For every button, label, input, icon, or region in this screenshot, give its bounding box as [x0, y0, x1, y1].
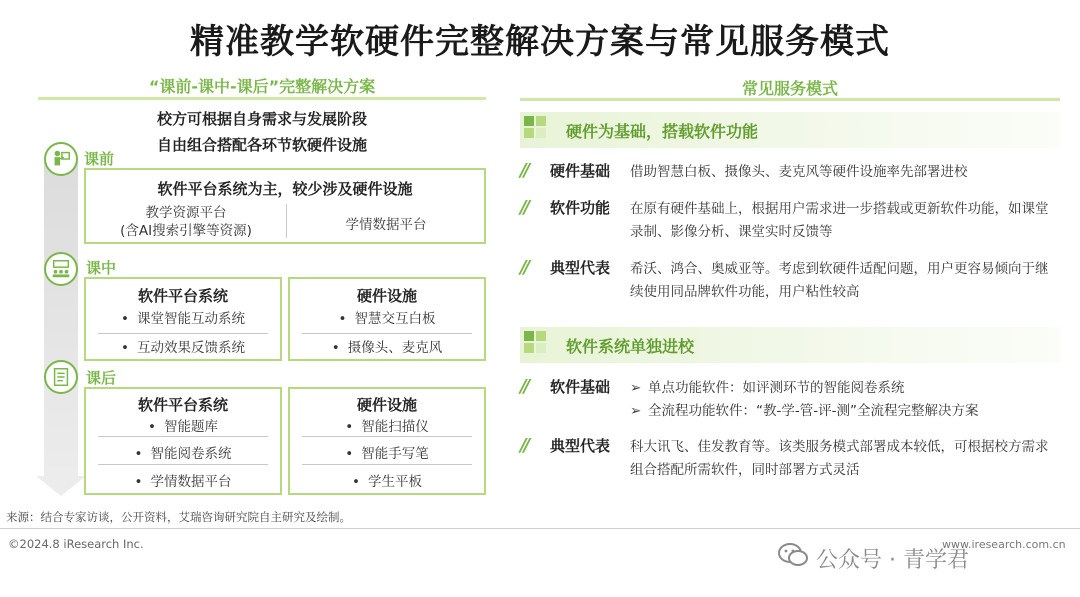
intro-line: 自由组合搭配各环节软硬件设施	[156, 136, 367, 154]
in-software-title: 软件平台系统	[137, 287, 228, 305]
chevron-right-icon: ➢	[630, 403, 642, 419]
service-row	[520, 433, 1060, 481]
bullet-icon: •	[352, 474, 360, 490]
list-item	[86, 336, 280, 356]
green-squares-icon	[520, 112, 556, 148]
pre-box-title: 软件平台系统为主，较少涉及硬件设施	[157, 180, 413, 198]
wechat-watermark	[778, 542, 969, 574]
list-item	[86, 470, 280, 490]
left-header-underline	[38, 97, 486, 100]
bullet-icon: •	[134, 446, 143, 462]
list-item	[290, 307, 484, 327]
service-row	[520, 195, 1060, 243]
post-software-title: 软件平台系统	[137, 396, 228, 414]
slash-icon: //	[520, 376, 528, 397]
list-item	[630, 377, 1060, 400]
copyright: ©2024.8 iResearch Inc.	[8, 537, 144, 551]
page-title: 精准教学软硬件完整解决方案与常见服务模式	[190, 22, 890, 62]
divider	[302, 436, 472, 437]
row-text: 借助智慧白板、摄像头、麦克风等硬件设施率先部署进校	[630, 164, 968, 180]
row-text: 希沃、鸿合、奥威亚等。考虑到软硬件适配问题，用户更容易倾向于继续使用同品牌软件功能，用户粘性较高	[630, 261, 1049, 300]
divider	[98, 333, 268, 334]
list-item-text: 智慧交互白板	[354, 311, 436, 327]
list-item-text: 智能扫描仪	[361, 419, 429, 435]
phase-label-post: 课后	[86, 369, 117, 387]
footer-divider	[0, 528, 1080, 529]
bullet-icon: •	[134, 474, 143, 490]
list-item-text: 互动效果反馈系统	[136, 340, 245, 356]
bullet-icon: •	[148, 419, 156, 435]
list-item	[86, 307, 280, 327]
phase-label-pre: 课前	[84, 150, 115, 168]
service-row	[520, 374, 1060, 422]
timeline-arrow-shaft	[44, 162, 78, 478]
list-item	[86, 442, 280, 462]
row-label: 软件基础	[550, 378, 611, 396]
row-label: 典型代表	[550, 437, 611, 455]
list-item-text: 课堂智能互动系统	[136, 311, 245, 327]
list-item	[630, 400, 1060, 423]
wechat-account-name: 公众号 · 青学君	[816, 547, 969, 573]
list-item	[86, 415, 280, 435]
list-item	[290, 415, 484, 435]
source-note: 来源：结合专家访谈，公开资料，艾瑞咨询研究院自主研究及绘制。	[6, 510, 351, 524]
list-item	[290, 470, 484, 490]
bullet-icon: •	[345, 446, 354, 462]
site-url: www.iresearch.com.cn	[942, 538, 1066, 551]
teacher-icon	[44, 142, 78, 176]
classroom-icon	[44, 252, 78, 286]
service-row	[520, 255, 1060, 303]
bullet-list	[630, 377, 1060, 423]
section-title: 硬件为基础，搭载软件功能	[566, 122, 759, 141]
list-item	[290, 442, 484, 462]
row-label: 典型代表	[550, 259, 611, 277]
divider	[302, 333, 472, 334]
list-item	[290, 336, 484, 356]
in-hardware-title: 硬件设施	[356, 287, 417, 305]
timeline-arrow-head	[36, 476, 86, 496]
divider	[302, 464, 472, 465]
slash-icon: //	[520, 257, 528, 278]
row-label: 软件功能	[550, 199, 611, 217]
bullet-icon: •	[345, 419, 354, 435]
intro-line: 校方可根据自身需求与发展阶段	[156, 110, 367, 128]
list-item-text: 智能手写笔	[361, 446, 429, 462]
green-squares-icon	[520, 327, 556, 363]
row-label: 硬件基础	[550, 162, 611, 180]
resource-platform: 教学资源平台 (含AI搜索引擎等资源)	[120, 205, 252, 239]
list-item-text: 学生平板	[367, 474, 422, 490]
list-item-text: 摄像头、麦克风	[347, 340, 443, 356]
slash-icon: //	[520, 197, 528, 218]
post-class-hardware-box	[288, 387, 486, 495]
section-title: 软件系统单独进校	[566, 337, 695, 356]
divider	[98, 436, 268, 437]
right-panel-header: 常见服务模式	[741, 79, 838, 98]
section-header-hardware-first	[520, 112, 1060, 148]
bullet-icon: •	[121, 311, 129, 327]
chevron-right-icon: ➢	[630, 380, 642, 396]
row-text: 在原有硬件基础上，根据用户需求进一步搭载或更新软件功能，如课堂录制、影像分析、课堂实时反馈等	[630, 201, 1049, 240]
slash-icon: //	[520, 160, 528, 181]
service-row	[520, 158, 1060, 184]
in-class-hardware-box	[288, 277, 486, 361]
list-item-text: 学情数据平台	[150, 474, 232, 490]
wechat-icon	[778, 542, 808, 574]
in-class-software-box	[84, 277, 282, 361]
pre-class-box	[84, 168, 486, 244]
homework-icon	[44, 360, 78, 394]
phase-label-in: 课中	[86, 259, 117, 277]
list-item-text: 全流程功能软件：“教-学-管-评-测”全流程完整解决方案	[648, 403, 979, 419]
row-text: 科大讯飞、佳发教育等。该类服务模式部署成本较低，可根据校方需求组合搭配所需软件，同时部署方式灵活	[630, 439, 1049, 478]
post-hardware-title: 硬件设施	[356, 396, 417, 414]
section-header-software-only	[520, 327, 1060, 363]
divider	[98, 464, 268, 465]
bullet-icon: •	[121, 340, 129, 356]
right-header-underline	[520, 98, 1060, 101]
list-item-text: 智能题库	[163, 419, 218, 435]
list-item-text: 智能阅卷系统	[150, 446, 232, 462]
list-item-text: 单点功能软件：如评测环节的智能阅卷系统	[648, 380, 905, 396]
left-panel-header: “课前-课中-课后”完整解决方案	[148, 77, 376, 96]
learning-data-platform: 学情数据平台	[345, 217, 427, 233]
bullet-icon: •	[338, 311, 347, 327]
bullet-icon: •	[331, 340, 340, 356]
slash-icon: //	[520, 435, 528, 456]
post-class-software-box	[84, 387, 282, 495]
